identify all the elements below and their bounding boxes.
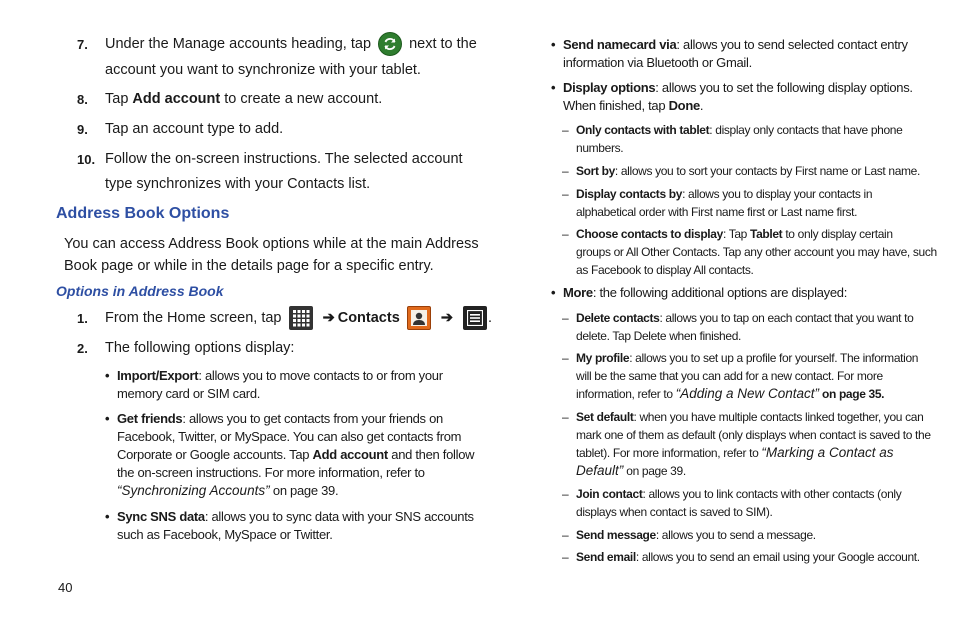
section-heading: Address Book Options: [56, 205, 230, 222]
step-number: 2.: [77, 341, 88, 356]
step-number: 9.: [77, 122, 88, 137]
ui-term: Add account: [132, 91, 221, 107]
list-item: • Get friends: allows you to get contacts from your friends on Facebook, Twitter, or MySpace. You can also get contacts from Corporate or Google accounts. Tap Add account and then follow the on-screen instructions. For more information, refer to “Synchronizing Accounts” on page 39.: [105, 411, 475, 498]
step-text: type synchronizes with your Contacts list.: [105, 176, 371, 192]
cross-reference-link[interactable]: Default”: [576, 463, 624, 478]
step-text: Under the Manage accounts heading, tap: [105, 36, 372, 52]
step-text: Tap: [105, 91, 133, 107]
list-item: • Display options: allows you to set the following display options. When finished, tap Done.: [551, 80, 913, 113]
intro-paragraph: You can access Address Book options while at the main Address Book page or while in the details page for a specific entry.: [64, 236, 479, 274]
step-number: 8.: [77, 92, 88, 107]
ui-term: Contacts: [337, 310, 400, 326]
list-item: • Send namecard via: allows you to send selected contact entry information via Bluetooth or Gmail.: [551, 37, 908, 70]
arrow-icon: ➔: [322, 310, 335, 326]
contacts-icon: [407, 306, 431, 330]
sync-icon: [378, 32, 402, 56]
cross-reference-link[interactable]: “Marking a Contact as: [761, 445, 894, 460]
cross-reference-link[interactable]: “Synchronizing Accounts”: [117, 483, 270, 498]
step-number: 1.: [77, 311, 88, 326]
arrow-icon: ➔: [440, 310, 453, 326]
step-text: The following options display:: [105, 340, 295, 356]
step-text: to create a new account.: [220, 91, 383, 107]
cross-reference-link[interactable]: “Adding a New Contact”: [675, 386, 820, 401]
apps-grid-icon: [289, 306, 313, 330]
step-text: Follow the on-screen instructions. The selected account: [105, 151, 463, 167]
step-number: 10.: [77, 152, 96, 167]
list-item: • Import/Export: allows you to move contacts to or from your memory card or SIM card.: [105, 368, 443, 401]
list-item: • Sync SNS data: allows you to sync data with your SNS accounts such as Facebook, MySpace or Twitter.: [105, 509, 474, 542]
step-text: next to the: [409, 36, 477, 52]
menu-icon: [463, 306, 487, 330]
step-7: [77, 32, 497, 84]
manual-page: 7. Under the Manage accounts heading, tap next to the account you want to synchronize with your tablet. 8. Tap Add account to create a new account. 9. Tap an account type to add. 10. Follow the on-screen instructions. The selected account type synchronizes with your Contacts list. Address Book Options You can access Address Book options while at the main Address Book page or while in the details page for a specific entry. Options in Address Book 1. From the Home screen, tap ➔ Contacts ➔ . 2. The following options display: • Import/Export: allows you to move contacts to or from your memory card or SIM card. • Get friends: allows you to get contacts from your friends on Facebook, Twitter, or MySpace. You can also get contacts from Corporate or Google accounts. Tap Add account and then follow the on-screen instructions. For more information, refer to “Synchronizing Accounts” on page 39. • Sync SNS data: allows you to sync data with your SNS accounts such as Facebook, MySpace or Twitter. • Send namecard via: allows you to send selected contact entry information via Bluetooth or Gmail. • Display options: allows you to set the following display options. When finished, tap Done. – Only contacts with tablet: display only contacts that have phone numbers. – Sort by: allows you to sort your contacts by First name or Last name. – Display contacts by: allows you to display your contacts in alphabetical order with First name first or Last name first. – Choose contacts to display: Tap Tablet to only display certain groups or All Other Contacts. Tap any other account you may have, such as Facebook to display All contacts. • More: the following additional options are displayed: – Delete contacts: allows you to tap on each contact that you want to delete. Tap Delete when finished. – My profile: allows you to set up a profile for yourself. The information will be the same that you can add for a new contact. For more information, refer to “Adding a New Contact” on page 35. – Set default: when you have multiple contacts linked together, you can mark one of them as default (only displays when contact is saved to the tablet). For more information, refer to “Marking a Contact as Default” on page 39. – Join contact: allows you to link contacts with other contacts (only displays when contact is saved to SIM). – Send message: allows you to send a message. – Send email: allows you to send an email using your Google account. 40: [0, 0, 954, 636]
step-number: 7.: [77, 37, 88, 52]
step-text: From the Home screen, tap: [105, 310, 282, 326]
page-number: 40: [58, 580, 73, 595]
step-text: account you want to synchronize with your tablet.: [105, 62, 421, 78]
step-text: Tap an account type to add.: [105, 121, 284, 137]
subsection-heading: Options in Address Book: [56, 283, 224, 299]
